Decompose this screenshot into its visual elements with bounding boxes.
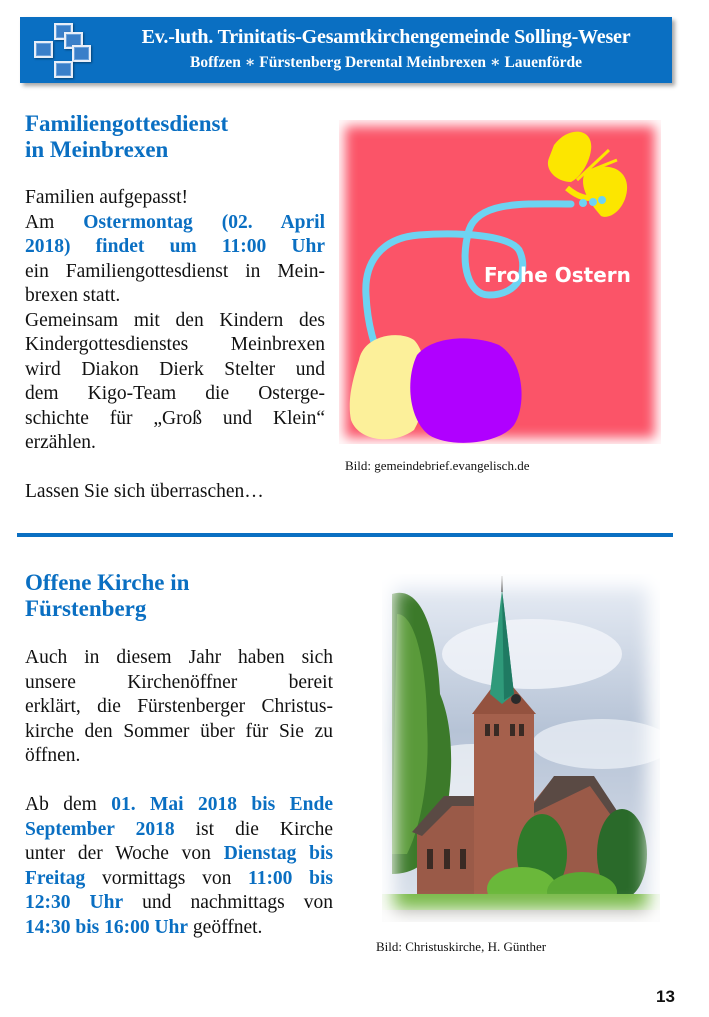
text-line: erklärt, die Fürstenberger Christus- — [25, 696, 333, 717]
text-line: brexen statt. — [25, 285, 121, 306]
text-line: schichte für „Groß und Klein“ — [25, 407, 325, 429]
heading-line: Fürstenberg — [25, 596, 147, 621]
easter-greeting-image — [339, 120, 661, 444]
text-line: Am Ostermontag (02. April — [25, 211, 325, 233]
article-body-offene-kirche — [25, 646, 333, 940]
article-body-familiengottesdienst — [25, 186, 325, 505]
parish-logo-icon — [32, 21, 96, 83]
text-line: Auch in diesem Jahr haben sich — [25, 647, 333, 668]
text-line: Familien aufgepasst! — [25, 187, 188, 208]
article-heading-offene-kirche — [25, 570, 189, 622]
text-line: 12:30 Uhr und nachmittags von — [25, 892, 333, 913]
parish-name-title: Ev.-luth. Trinitatis-Gesamtkirchengemeinde Solling-Weser — [141, 26, 631, 48]
text-line: ein Familiengottesdienst in Mein- — [25, 260, 325, 282]
text-line: Kindergottesdienstes Meinbrexen — [25, 334, 325, 355]
text-line: 14:30 bis 16:00 Uhr geöffnet. — [25, 916, 263, 938]
page-number: 13 — [656, 987, 675, 1006]
heading-line: Offene Kirche in — [25, 570, 190, 595]
article-heading-familiengottesdienst — [25, 111, 228, 163]
text-line: Freitag vormittags von 11:00 bis — [25, 867, 333, 889]
text-line: wird Diakon Dierk Stelter und — [25, 358, 325, 380]
easter-illustration-icon — [339, 120, 661, 444]
text-line: September 2018 ist die Kirche — [25, 818, 333, 840]
text-line — [25, 769, 333, 794]
text-line: Gemeinsam mit den Kindern des — [25, 309, 325, 331]
text-line: unsere Kirchenöffner bereit — [25, 671, 333, 693]
section-divider — [17, 533, 673, 537]
christuskirche-photo — [382, 574, 660, 922]
text-line: erzählen. — [25, 432, 96, 453]
text-line: dem Kigo-Team die Osterge- — [25, 383, 325, 404]
text-line: öffnen. — [25, 745, 81, 766]
heading-line: in Meinbrexen — [25, 137, 169, 162]
text-line: Ab dem 01. Mai 2018 bis Ende — [25, 794, 333, 815]
newsletter-header-banner — [20, 17, 672, 83]
parish-locations-subtitle: Boffzen ∗ Fürstenberg Derental Meinbrexen ∗ Lauenförde — [190, 54, 582, 71]
image-caption-easter: Bild: gemeindebrief.evangelisch.de — [345, 458, 530, 473]
church-illustration-icon — [382, 574, 660, 922]
text-line: 2018) findet um 11:00 Uhr — [25, 236, 325, 257]
text-line: unter der Woche von Dienstag bis — [25, 843, 333, 864]
svg-text:Frohe Ostern: Frohe Ostern — [484, 263, 631, 287]
text-line — [25, 456, 325, 481]
text-line: Lassen Sie sich überraschen… — [25, 481, 264, 502]
image-caption-church: Bild: Christuskirche, H. Günther — [376, 939, 547, 954]
heading-line: Familiengottesdienst — [25, 111, 229, 136]
text-line: kirche den Sommer über für Sie zu — [25, 720, 333, 742]
